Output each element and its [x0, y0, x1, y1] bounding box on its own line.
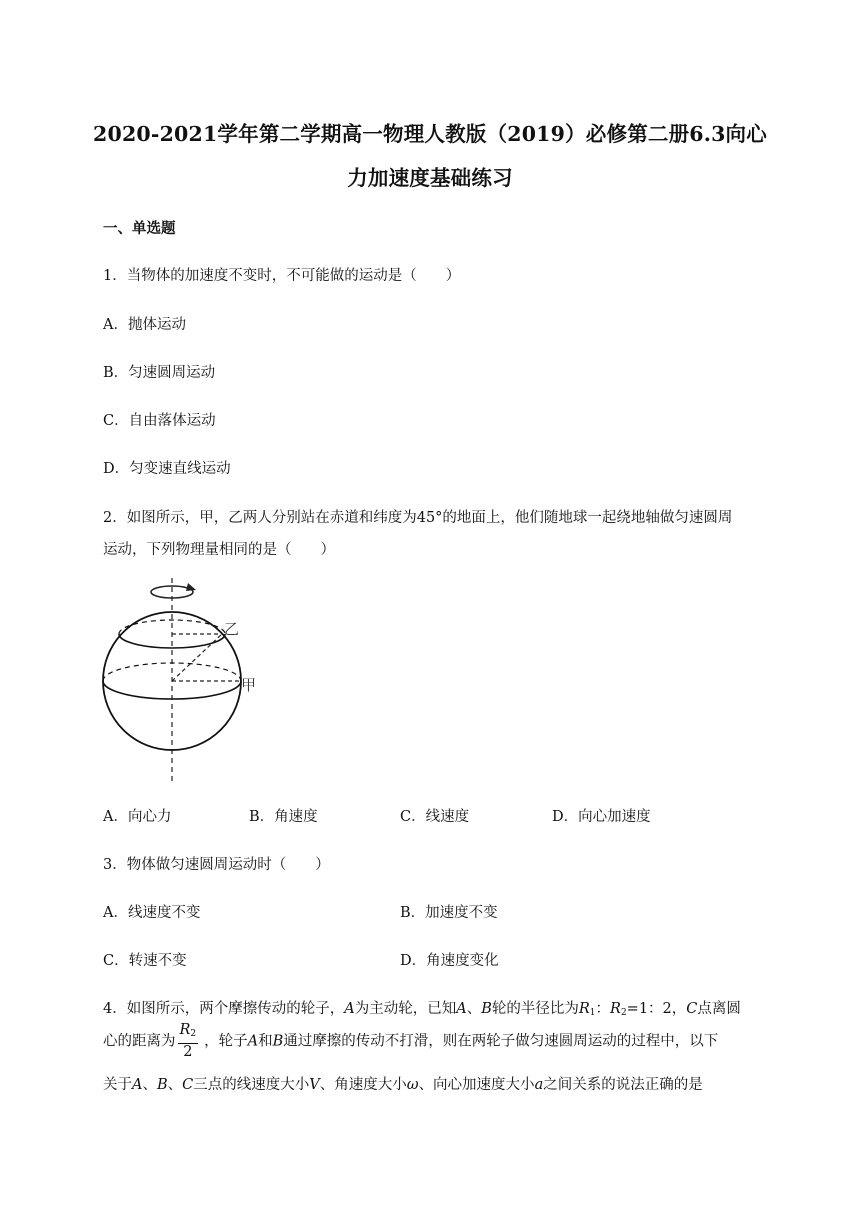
question-3-option-d: D．角速度变化 — [400, 953, 499, 969]
earth-rotation-figure — [96, 576, 266, 786]
question-1-option-a: A．抛体运动 — [103, 317, 186, 333]
section-heading: 一、单选题 — [103, 220, 176, 237]
label-yi: 乙 — [224, 620, 240, 638]
rotation-arrowhead-icon — [186, 583, 196, 591]
question-4-stem-line-2: 心的距离为 $\frac{R_2}{2}$ ，轮子A和B通过摩擦的传动不打滑，则在两轮子做匀速圆周运动的过程中，以下 — [103, 1022, 719, 1060]
question-1-option-c: C．自由落体运动 — [103, 413, 216, 429]
question-2-option-d: D．向心加速度 — [552, 809, 651, 825]
question-1-stem: 1．当物体的加速度不变时，不可能做的运动是（ ） — [103, 268, 461, 284]
question-4-stem-line-3: 关于A、B、C三点的线速度大小V、角速度大小ω、向心加速度大小a之间关系的说法正确的是 — [103, 1077, 703, 1093]
question-2-stem-line-1: 2．如图所示，甲，乙两人分别站在赤道和纬度为45°的地面上，他们随地球一起绕地轴做匀速圆周 — [103, 510, 733, 526]
question-4-stem-line-1: 4．如图所示，两个摩擦传动的轮子，A为主动轮，已知A、B轮的半径比为$R_1$：$R_2=1$：2，C点离圆 — [103, 1001, 741, 1018]
question-3-option-a: A．线速度不变 — [103, 905, 201, 921]
fraction-r2-over-2: $\frac{R_2}{2}$ — [179, 1022, 197, 1060]
radius-to-yi — [172, 634, 222, 681]
question-1-option-b: B．匀速圆周运动 — [103, 365, 216, 381]
question-1-option-d: D．匀变速直线运动 — [103, 461, 231, 477]
document-title-line-2: 力加速度基础练习 — [347, 166, 513, 190]
question-2-option-b: B．角速度 — [249, 809, 318, 825]
question-2-stem-line-2: 运动，下列物理量相同的是（ ） — [103, 542, 335, 558]
question-2-option-c: C．线速度 — [400, 809, 470, 825]
question-3-option-b: B．加速度不变 — [400, 905, 498, 921]
question-3-stem: 3．物体做匀速圆周运动时（ ） — [103, 857, 330, 873]
label-jia: 甲 — [241, 676, 257, 694]
question-2-option-a: A．向心力 — [103, 809, 172, 825]
question-3-option-c: C．转速不变 — [103, 953, 187, 969]
document-title-line-1: 2020-2021学年第二学期高一物理人教版（2019）必修第二册6.3向心 — [93, 122, 767, 146]
